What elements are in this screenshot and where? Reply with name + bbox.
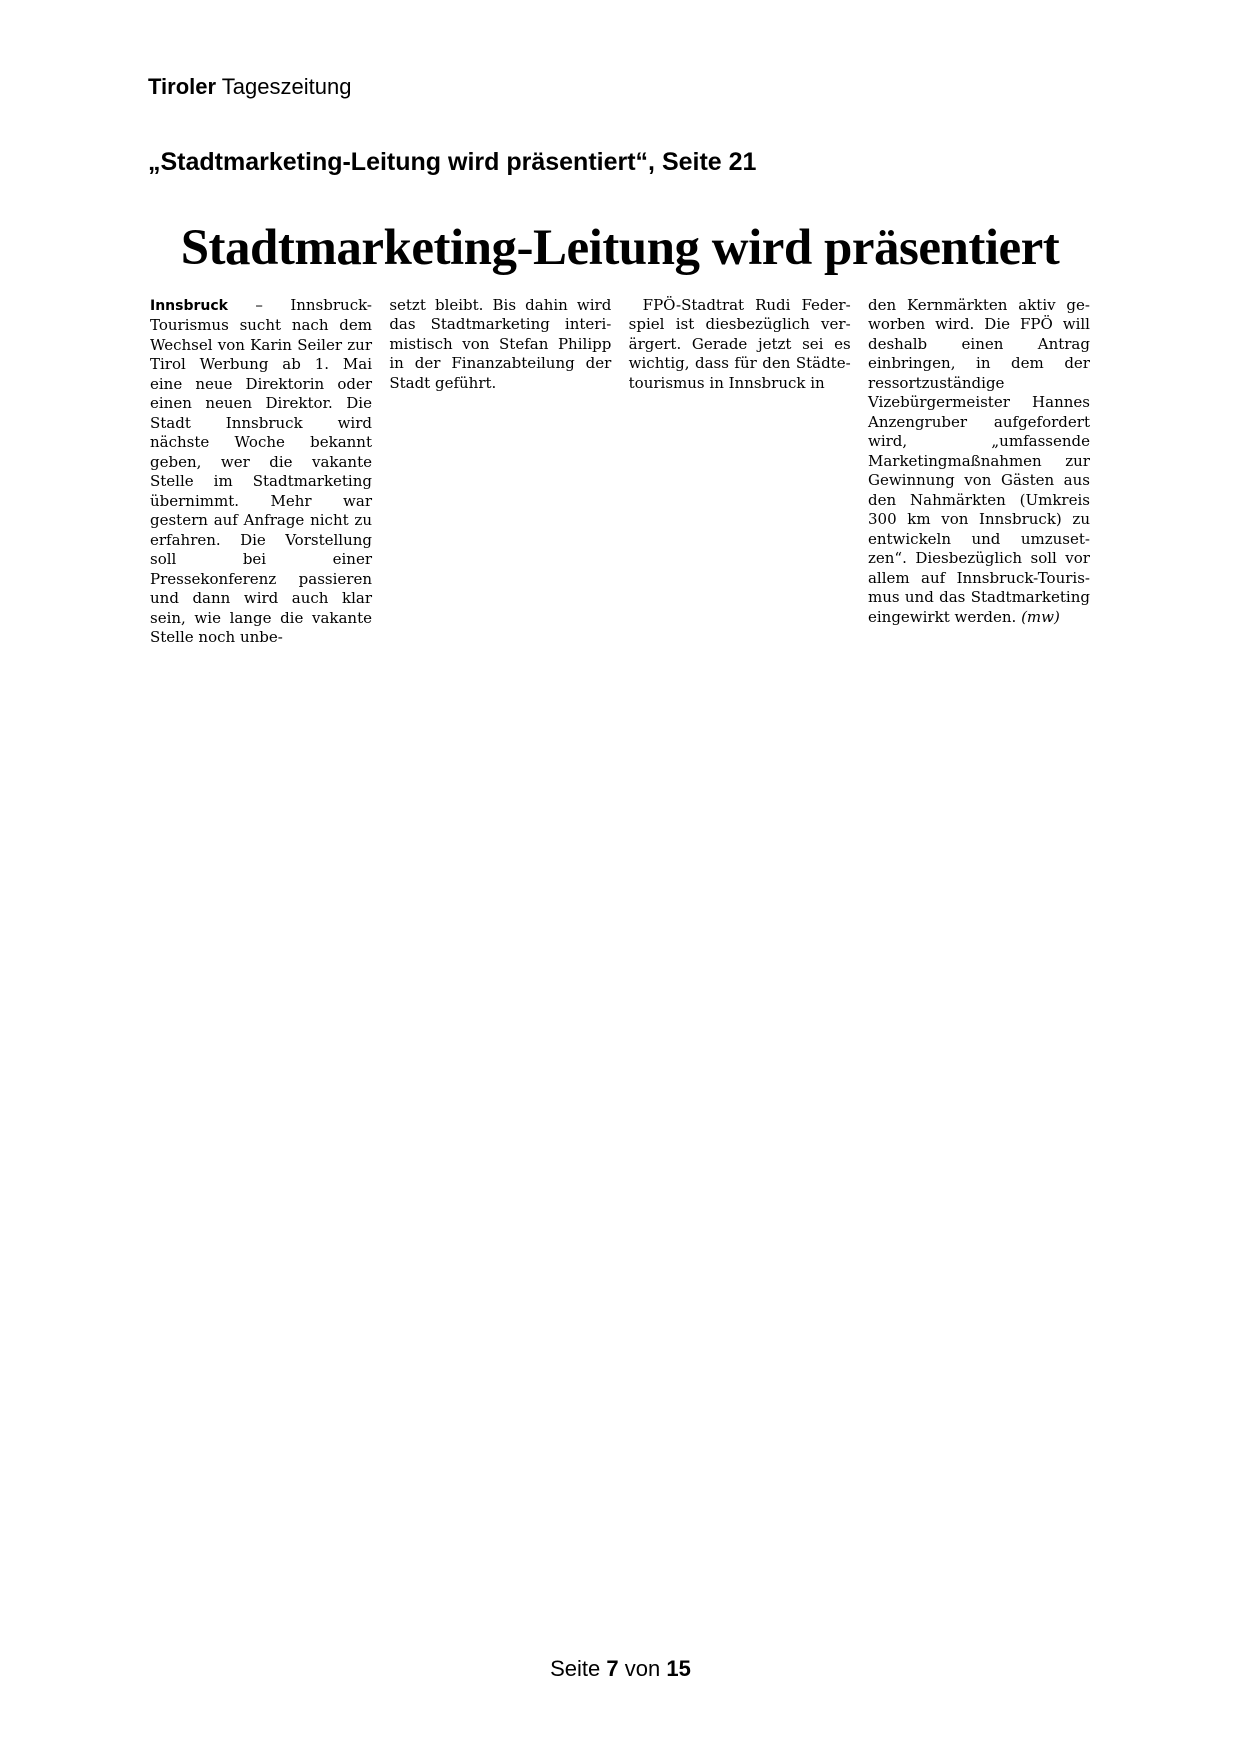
article-author: (mw) <box>1021 607 1060 626</box>
article-column-2 <box>389 296 611 648</box>
article-columns <box>150 296 1090 648</box>
publication-name-rest: Tageszeitung <box>221 74 352 99</box>
article-column-1-text: Innsbruck-Tourismus sucht nach dem Wechsel von Karin Seiler zur Tirol Werbung ab 1. Mai eine neue Direktorin oder einen neuen Direktor. Die Stadt Innsbruck wird nächste Woche bekannt geben, wer die vakante Stelle im Stadtmarketing übernimmt. Mehr war gestern auf Anfrage nicht zu erfahren. Die Vorstellung soll bei einer Pressekonferenz passieren und dann wird auch klar sein, wie lange die vakante Stelle noch unbe- <box>150 295 372 647</box>
footer-prefix: Seite <box>550 1656 601 1681</box>
publication-name-bold: Tiroler <box>148 74 217 99</box>
page-footer <box>0 1656 1241 1682</box>
article-column-2-text: setzt bleibt. Bis dahin wird das Stadtmarketing interimistisch von Stefan Philipp in der Finanzabteilung der Stadt geführt. <box>389 295 612 392</box>
newspaper-clipping <box>150 222 1090 648</box>
footer-page-number: 7 <box>606 1656 619 1681</box>
dateline-dash: – <box>227 295 291 314</box>
footer-page-total: 15 <box>666 1656 691 1681</box>
article-column-1 <box>150 296 372 648</box>
article-headline: Stadtmarketing-Leitung wird präsentiert <box>180 220 1060 276</box>
article-dateline: Innsbruck <box>150 297 228 314</box>
article-column-4-text: den Kernmärkten aktiv geworben wird. Die FPÖ will deshalb einen Antrag einbringen, in dem der ressortzuständige Vizebürgermeister Hannes Anzengruber aufgefordert wird, „umfassende Marketingmaßnahmen zur Gewinnung von Gästen aus den Nahmärkten (Umkreis 300 km von Innsbruck) zu entwickeln und umzusetzen“. Diesbezüglich soll vor allem auf Innsbruck-Tourismus und das Stadtmarketing eingewirkt werden. <box>867 295 1090 626</box>
article-column-4 <box>868 296 1090 648</box>
article-reference: „Stadtmarketing-Leitung wird präsentiert“, Seite 21 <box>148 148 757 176</box>
article-column-3 <box>629 296 851 648</box>
article-column-3-text: FPÖ-Stadtrat Rudi Federspiel ist diesbezüglich verärgert. Gerade jetzt sei es wichtig, dass für den Städtetourismus in Innsbruck in <box>628 295 851 392</box>
footer-middle: von <box>624 1656 661 1681</box>
publication-name <box>148 74 351 100</box>
